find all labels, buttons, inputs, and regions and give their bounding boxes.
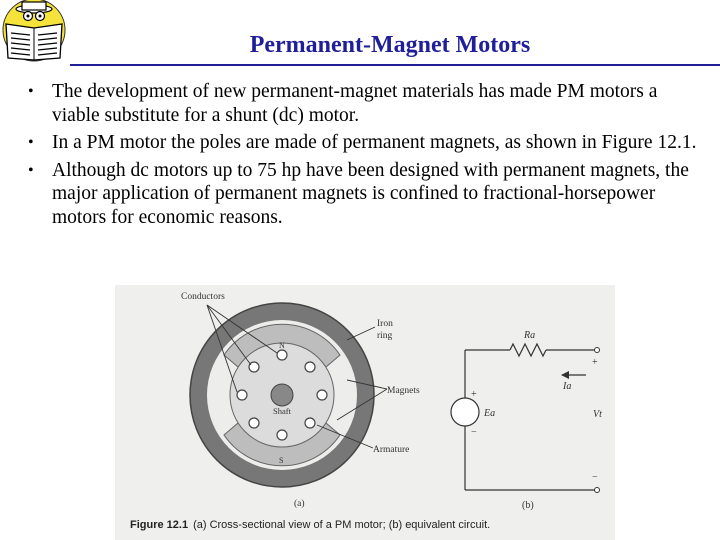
label-ra: Ra [524,330,536,341]
label-conductors: Conductors [181,292,225,302]
bullet-item [28,131,708,155]
label-ea: Ea [484,408,496,419]
figure-caption [130,519,490,531]
page-title: Permanent-Magnet Motors [249,32,531,58]
label-iron: Iron [377,319,393,329]
label-part-b: (b) [522,500,534,511]
label-ring: ring [377,331,393,341]
label-shaft: Shaft [273,406,291,416]
label-vt: Vt [593,409,602,420]
label-s-pole: S [279,456,284,465]
label-n-pole: N [279,341,285,350]
caption-text: (a) Cross-sectional view of a PM motor; (b) equivalent circuit. [193,519,491,531]
ea-source [451,398,479,426]
bullet-list [28,80,708,233]
bullet-icon: • [28,83,34,100]
title-underline [70,64,720,66]
label-armature: Armature [373,445,410,455]
bullet-item [28,80,708,127]
motor-cross-section [181,292,420,509]
bullet-icon: • [28,134,34,151]
bullet-item [28,159,708,230]
label-ea-plus: + [471,389,477,400]
label-ea-minus: − [471,427,477,438]
bullet-icon: • [28,161,34,179]
bullet-text: Although dc motors up to 75 hp have been designed with permanent magnets, the major application of permanent magnets is confined to fractional-horsepower motors for economic reasons. [52,159,689,228]
label-vt-plus: + [592,357,598,368]
figure-drawing [115,285,615,540]
resistor-ra [510,344,546,356]
label-magnets: Magnets [387,386,420,396]
equivalent-circuit [451,330,602,511]
bullet-text: In a PM motor the poles are made of permanent magnets, as shown in Figure 12.1. [52,132,697,153]
shaft [271,384,293,406]
label-ia: Ia [563,381,572,392]
label-vt-minus: − [592,472,598,483]
label-part-a: (a) [294,499,305,509]
caption-label: Figure 12.1 [130,519,189,531]
bullet-text: The development of new permanent-magnet materials has made PM motors a viable substitute for a shunt (dc) motor. [52,81,658,126]
figure-12-1 [115,285,615,540]
